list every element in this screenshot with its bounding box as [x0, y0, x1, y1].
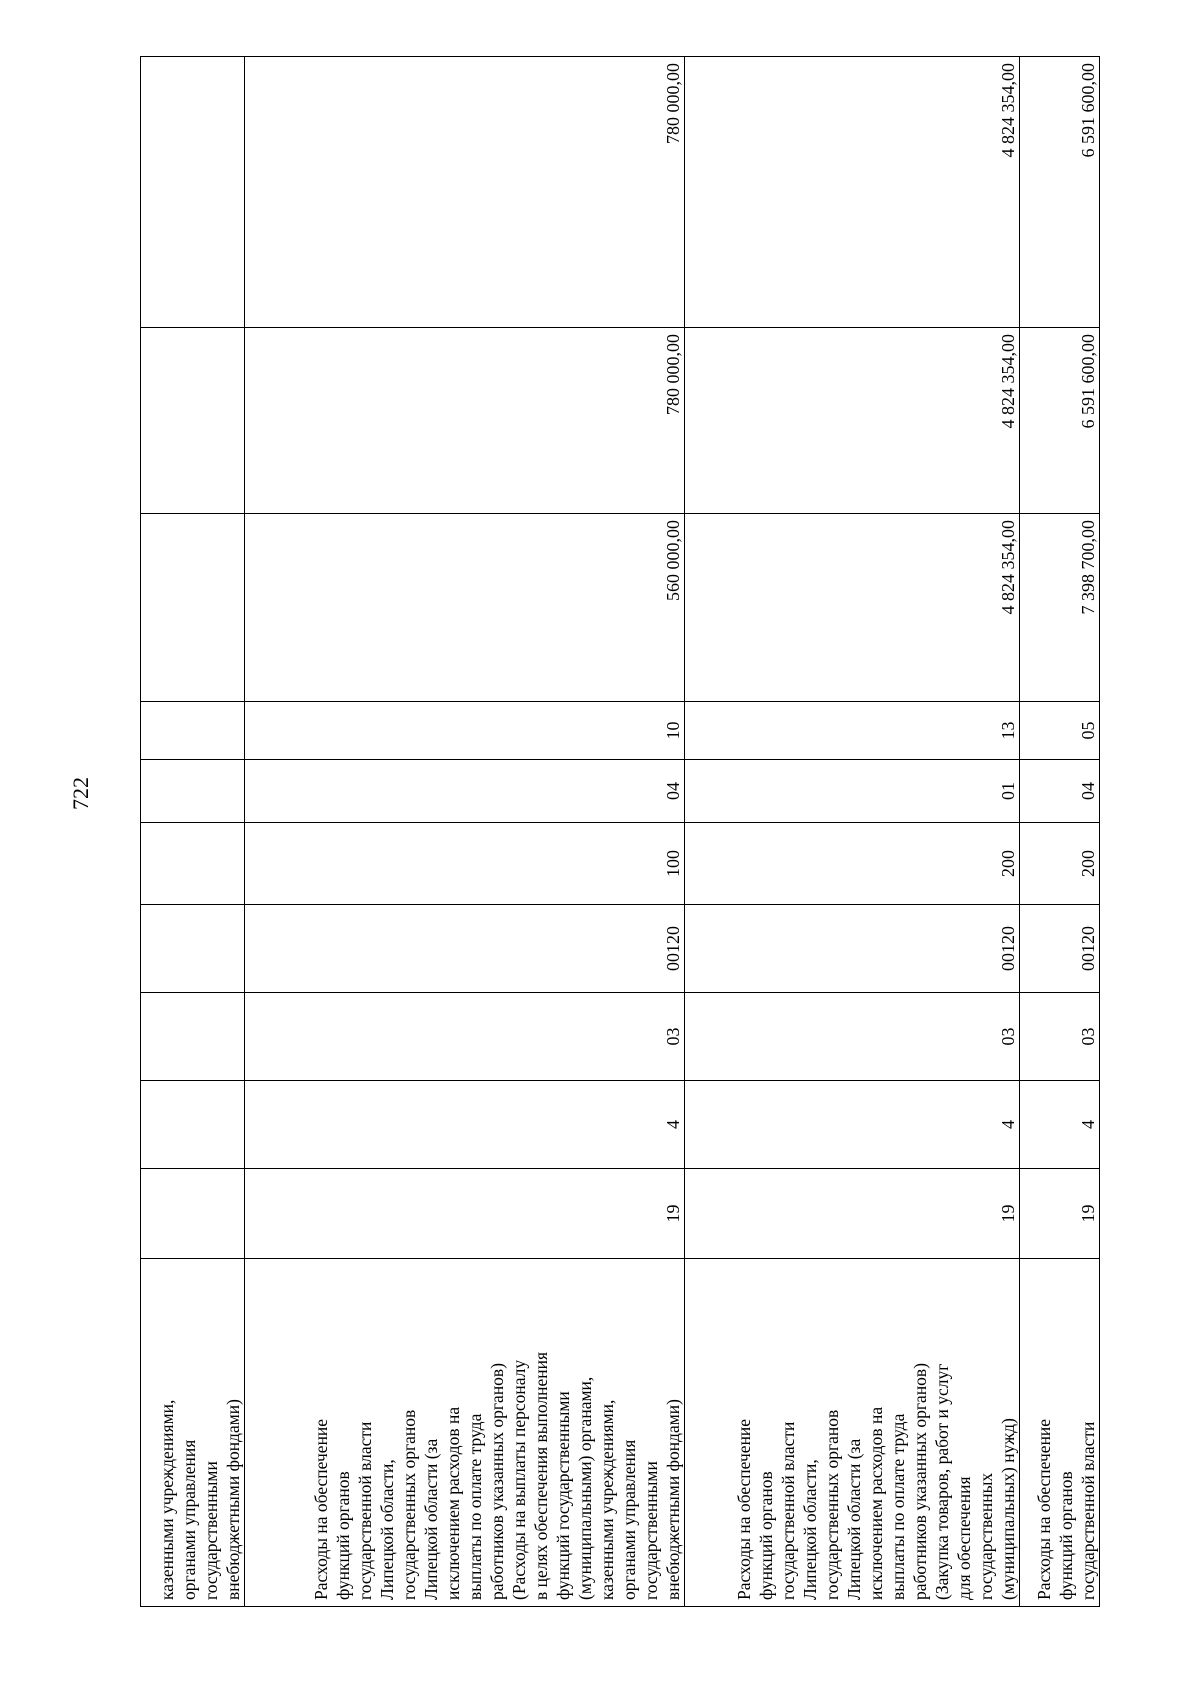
subprogram-code: 4 — [685, 1081, 1020, 1169]
direction-code: 03 — [685, 993, 1020, 1081]
expense-type-code: 200 — [1019, 823, 1099, 905]
glava-code: 19 — [685, 1169, 1020, 1259]
subsection-code — [141, 702, 245, 760]
budget-table-rotated — [140, 57, 1100, 1607]
subsection-code: 05 — [1019, 702, 1099, 760]
amount-year-2: 6 591 600,00 — [1019, 328, 1099, 514]
glava-code: 19 — [245, 1169, 685, 1259]
section-code: 04 — [245, 760, 685, 823]
subprogram-code — [141, 1081, 245, 1169]
subprogram-code: 4 — [245, 1081, 685, 1169]
table-row — [245, 57, 685, 1607]
row-description: Расходы на обеспечение функций органов государственной власти Липецкой области, государственных органов Липецкой области (за исключением расходов на выплаты по оплате труда работников указанных органов) (Расходы на выплаты персоналу в целях обеспечения выполнения функций государственными (муниципальными) органами, казенными учреждениями, органами управления государственными внебюджетными фондами) — [245, 1259, 685, 1607]
expense-item-code: 00120 — [245, 905, 685, 993]
amount-year-2 — [141, 328, 245, 514]
table-row — [141, 57, 245, 1607]
section-code — [141, 760, 245, 823]
budget-table — [140, 56, 1100, 1607]
table-row — [1019, 57, 1099, 1607]
section-code: 01 — [685, 760, 1020, 823]
expense-item-code: 00120 — [1019, 905, 1099, 993]
expense-item-code — [141, 905, 245, 993]
amount-year-1: 4 824 354,00 — [685, 514, 1020, 702]
amount-year-3 — [141, 57, 245, 328]
expense-type-code: 200 — [685, 823, 1020, 905]
direction-code: 03 — [1019, 993, 1099, 1081]
row-description: Расходы на обеспечение функций органов государственной власти — [1019, 1259, 1099, 1607]
amount-year-3: 780 000,00 — [245, 57, 685, 328]
subprogram-code: 4 — [1019, 1081, 1099, 1169]
page-number: 722 — [68, 777, 93, 810]
glava-code: 19 — [1019, 1169, 1099, 1259]
direction-code — [141, 993, 245, 1081]
expense-type-code — [141, 823, 245, 905]
amount-year-1: 7 398 700,00 — [1019, 514, 1099, 702]
amount-year-3: 6 591 600,00 — [1019, 57, 1099, 328]
subsection-code: 13 — [685, 702, 1020, 760]
amount-year-1 — [141, 514, 245, 702]
section-code: 04 — [1019, 760, 1099, 823]
row-description: казенными учреждениями, органами управления государственными внебюджетными фондами) — [141, 1259, 245, 1607]
amount-year-1: 560 000,00 — [245, 514, 685, 702]
expense-type-code: 100 — [245, 823, 685, 905]
glava-code — [141, 1169, 245, 1259]
amount-year-2: 4 824 354,00 — [685, 328, 1020, 514]
amount-year-2: 780 000,00 — [245, 328, 685, 514]
expense-item-code: 00120 — [685, 905, 1020, 993]
amount-year-3: 4 824 354,00 — [685, 57, 1020, 328]
subsection-code: 10 — [245, 702, 685, 760]
table-row — [685, 57, 1020, 1607]
row-description: Расходы на обеспечение функций органов государственной власти Липецкой области, государственных органов Липецкой области (за исключением расходов на выплаты по оплате труда работников указанных органов) (Закупка товаров, работ и услуг для обеспечения государственных (муниципальных) нужд) — [685, 1259, 1020, 1607]
direction-code: 03 — [245, 993, 685, 1081]
